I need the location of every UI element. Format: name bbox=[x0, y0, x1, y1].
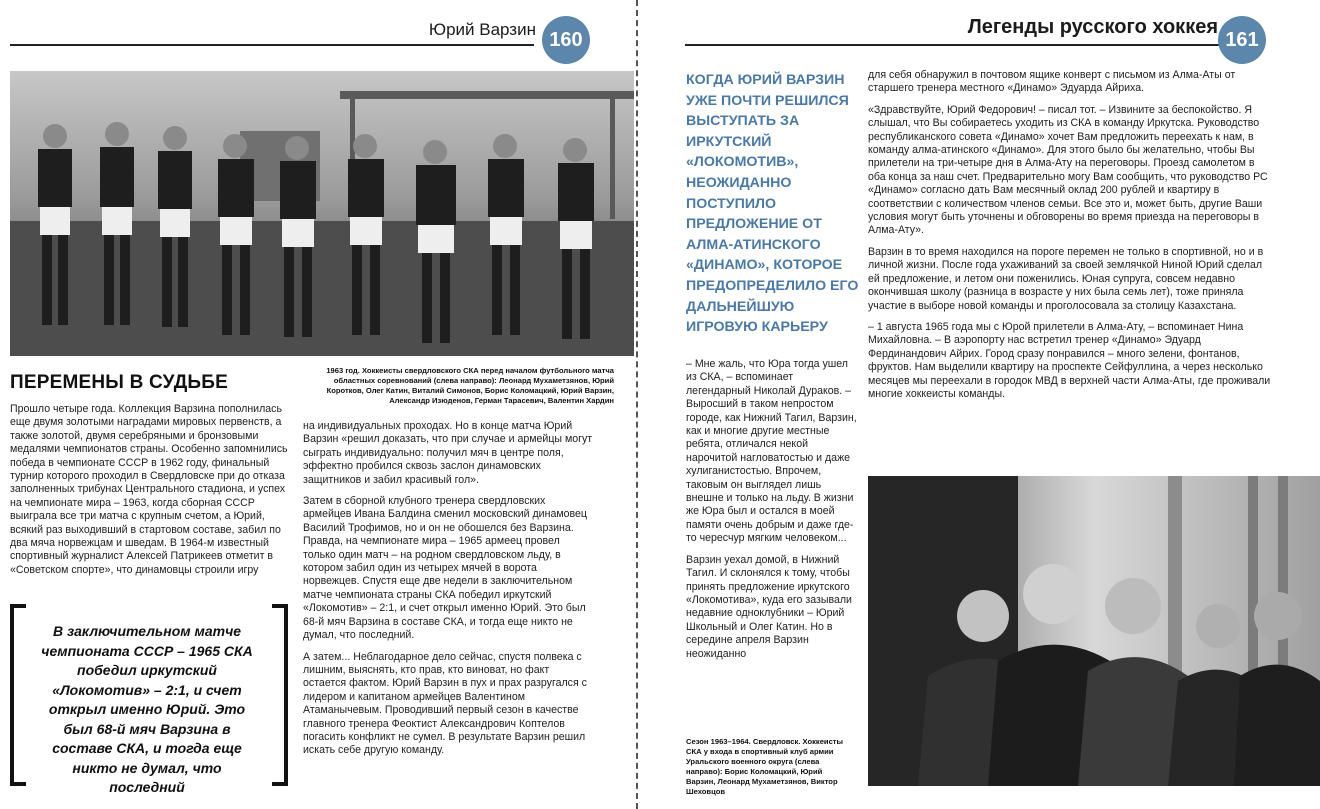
left-header-rule bbox=[10, 44, 534, 46]
right-narrow-paragraph: Варзин уехал домой, в Нижний Тагил. И склонялся к тому, чтобы принять предложение иркутского «Локомотива», куда его зазывали недавние одноклубники – Юрий Школьный и Олег Катин. Но в середине апреля Варзин неожиданно bbox=[686, 553, 852, 660]
right-page bbox=[640, 0, 1320, 809]
lead-paragraph: КОГДА ЮРИЙ ВАРЗИН УЖЕ ПОЧТИ РЕШИЛСЯ ВЫСТУПАТЬ ЗА ИРКУТСКИЙ «ЛОКОМОТИВ», НЕОЖИДАННО ПОСТУПИЛО ПРЕДЛОЖЕНИЕ ОТ АЛМА-АТИНСКОГО «ДИНАМО», КОТОРОЕ ПРЕДОПРЕДЕЛИЛО ЕГО ДАЛЬНЕЙШУЮ ИГРОВУЮ КАРЬЕРУ bbox=[686, 72, 859, 336]
left-col1-paragraph: Прошло четыре года. Коллекция Варзина пополнилась еще двумя золотыми наградами мировых первенств, а также золотой, двумя серебряными и бронзовыми медалями чемпионатов страны. Особенно запомнились победа в чемпионате СССР в 1962 году, финальный турнир которого проходил в Свердловске при до отказа заполненных трибунах Центрального стадиона, и успех на чемпионате мира – 1963, когда сборная СССР выиграла все три матча с крупным счетом, а Юрий, всякий раз выходивший в стартовом составе, забил по два мяча норвежцам и шведам. В 1964-м известный спортивный журналист Алексей Патрикеев отметит в «Советском спорте», что динамовцы строили игру bbox=[10, 403, 288, 576]
team-photo-graphic bbox=[10, 71, 634, 356]
left-header-name: Юрий Варзин bbox=[428, 20, 536, 39]
left-col2-paragraph: на индивидуальных проходах. Но в конце матча Юрий Варзин «решил доказать, что при случае и армейцы могут сыграть индивидуально: получил мяч в центре поля, эффектно пробился сквозь заслон динамовских защитников и забил красивый гол». bbox=[303, 420, 593, 486]
right-main-paragraph: для себя обнаружил в почтовом ящике конверт с письмом из Алма-Аты от старшего тренера местного «Динамо» Эдуарда Айриха. bbox=[868, 69, 1236, 95]
right-header-title: Легенды русского хоккея bbox=[967, 16, 1218, 38]
left-column-1 bbox=[10, 403, 294, 585]
pullquote-bracket-right bbox=[272, 604, 288, 786]
right-main-paragraph: – 1 августа 1965 года мы с Юрой прилетели в Алма-Ату, – вспоминает Нина Михайловна. – В аэропорту нас встретил тренер «Динамо» Эдуард Фердинандович Айрих. Город сразу понравился – много зелени, фонтанов, фруктов. Нам выделили квартиру на проспекте Сейфуллина, а через несколько месяцев мы переехали в городок МВД в верхней части Алма-Аты, где проживали многие хоккеисты команды. bbox=[868, 320, 1271, 400]
left-page-number: 160 bbox=[542, 16, 590, 64]
right-main-paragraph: Варзин в то время находился на пороге перемен не только в спортивной, но и в личной жизни. После года ухаживаний за своей землячкой Ниной Юрий сделал ей предложение, и летом они поженились. Юная супруга, совсем недавно окончившая школу (разница в возрасте у них была семь лет), тоже приняла участие в выборе новой команды и проголосовала за столицу Казахстана. bbox=[868, 245, 1264, 312]
right-header-rule bbox=[685, 44, 1221, 46]
right-page-number: 161 bbox=[1218, 16, 1266, 64]
left-col2-paragraph: Затем в сборной клубного тренера свердловских армейцев Ивана Балдина сменил московский динамовец Василий Трофимов, но и он не обошелся без Варзина. Правда, на чемпионате мира – 1965 армеец провел только один матч – на родном свердловском льду, в котором забил один из четырех мячей в ворота норвежцев. Спустя еще две недели в заключительном матче чемпионата страны СКА победил иркутский «Локомотив» – 2:1, и счет открыл именно Юрий. Это был 68-й мяч Варзина в составе СКА, и тогда еще никто не думал, что последний. bbox=[303, 495, 587, 642]
right-main-paragraph: «Здравствуйте, Юрий Федорович! – писал тот. – Извините за беспокойство. Я слышал, что Вы собираетесь уходить из СКА в команду Иркутска. Руководство республиканского совета «Динамо» хочет Вам предложить переехать к нам, в команду алма-атинского «Динамо». Для этого было бы желательно, чтобы Вы прилетели на три-четыре дня в Алма-Ату на переговоры. Проезд самолетом в оба конца за наш счет. Предварительно могу Вам сообщить, что руководство РС «Динамо» согласно дать Вам месячный оклад 200 рублей и квартиру в соответствии с количеством членов семьи. Все это и, может быть, другие Ваши условия могут быть уточнены и обговорены во время приезда на переговоры в Алма-Ату». bbox=[868, 103, 1268, 237]
club-entrance-photo-graphic bbox=[868, 476, 1320, 786]
left-column-2 bbox=[303, 420, 593, 766]
right-narrow-paragraph: – Мне жаль, что Юра тогда ушел из СКА, – вспоминает легендарный Николай Дураков. – Выросший в таком непростом городе, как Нижний Тагил, Варзин, как и многие другие местные ребята, отличался некой нарочитой нагловатостью и даже хулиганистостью. Впрочем, таковым он выглядел лишь внешне и только на льду. В жизни же Юра был и остался в моей памяти очень добрым и даже где-то чересчур мягким человеком... bbox=[686, 358, 857, 545]
page-fold-line bbox=[636, 0, 638, 809]
right-photo-caption: Сезон 1963–1964. Свердловск. Хоккеисты СКА у входа в спортивный клуб армии Уральского военного округа (слева направо): Борис Коломацкий, Юрий Варзин, Леонард Мухаметзянов, Виктор Шеховцов bbox=[686, 737, 844, 796]
right-main-column bbox=[868, 69, 1272, 409]
right-narrow-column bbox=[686, 358, 860, 669]
left-photo-caption: 1963 год. Хоккеисты свердловского СКА перед началом футбольного матча областных соревнований (слева направо): Леонард Мухаметзянов, Юрий Коротков, Олег Катин, Виталий Симонов, Борис Коломацкий, Юрий Варзин, Александр Изюденов, Герман Тарасевич, Валентин Хардин bbox=[326, 366, 614, 405]
section-headline: ПЕРЕМЕНЫ В СУДЬБЕ bbox=[10, 372, 229, 393]
left-col2-paragraph: А затем... Неблагодарное дело сейчас, спустя полвека с лишним, выяснять, кто прав, кто виноват, но факт остается фактом. Юрий Варзин в пух и прах разругался с лидером и капитаном армейцев Валентином Атаманычевым. Проводивший первый сезон в качестве главного тренера Феоктист Александрович Коптелов погасить конфликт не сумел. В результате Варзин решил искать себе другую команду. bbox=[303, 650, 587, 757]
left-page bbox=[0, 0, 634, 809]
club-entrance-photo bbox=[868, 476, 1320, 786]
pull-quote: В заключительном матче чемпионата СССР – 1965 СКА победил иркутский «Локомотив» – 2:1, и счет открыл именно Юрий. Это был 68-й мяч Варзина в составе СКА, и тогда еще никто не думал, что последний bbox=[41, 623, 253, 795]
pullquote-bracket-left bbox=[10, 604, 26, 786]
team-photo bbox=[10, 71, 634, 356]
